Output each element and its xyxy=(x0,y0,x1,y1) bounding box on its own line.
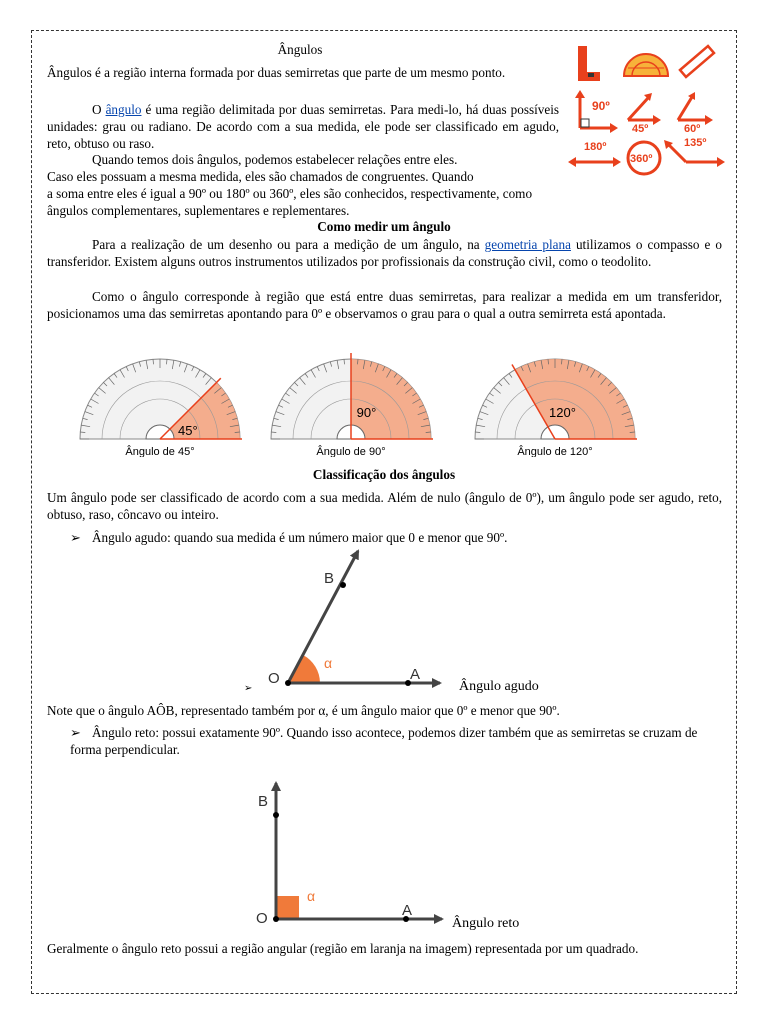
right-bullet xyxy=(70,724,722,758)
angle-360-label: 360º xyxy=(630,153,653,165)
ruler-icon xyxy=(680,46,714,77)
protractor-90 xyxy=(266,352,446,457)
angle-link[interactable]: ângulo xyxy=(105,102,142,117)
relations-line-4: ângulos complementares, suplementares e replementares. xyxy=(47,203,350,218)
right-angle-square xyxy=(276,896,299,919)
intro-paragraph: Ângulos é a região interna formada por duas semirretas que parte de um mesmo ponto. xyxy=(47,65,506,80)
angle-icons-illustration xyxy=(568,40,728,180)
label-o: O xyxy=(268,670,280,687)
angle-45-icon xyxy=(628,93,661,135)
acute-caption: Ângulo agudo xyxy=(459,679,539,694)
protractor-tick xyxy=(167,359,168,364)
angle-paragraph-text: O xyxy=(92,102,106,117)
measure-text-rest: utilizamos o compasso e o transferidor. Existem alguns outros instrumentos utilizados por profissionais da construção civil, como o teodolito. xyxy=(47,237,722,269)
angle-180-icon xyxy=(568,141,621,167)
bullet-arrow-icon: ➢ xyxy=(70,725,82,740)
relations-line-3: a soma entre eles é igual a 90º ou 180º ou 360º, eles são conhecidos, respectivamente, como xyxy=(47,186,533,201)
right-bullet-text: Ângulo reto: possui exatamente 90º. Quando isso acontece, podemos dizer também que as semirretas se cruzam de forma perpendicular. xyxy=(70,725,698,757)
page-title: Ângulos xyxy=(277,42,323,57)
angle-180-label: 180º xyxy=(584,141,607,153)
protractor-tick xyxy=(548,359,549,364)
ray-ob xyxy=(288,551,358,683)
point-b-right xyxy=(273,812,279,818)
measure-text: Para a realização de um desenho ou para a medição de um ângulo, na xyxy=(92,237,485,252)
acute-note: Note que o ângulo AÔB, representado também por α, é um ângulo maior que 0º e menor que 90º. xyxy=(47,703,560,718)
point-b xyxy=(340,582,346,588)
measure-heading: Como medir um ângulo xyxy=(317,219,451,234)
right-caption: Ângulo reto xyxy=(452,916,520,931)
right-angle-figure xyxy=(250,775,550,935)
angle-90-label: 90º xyxy=(592,99,610,113)
bullet-arrow-icon: ➢ xyxy=(70,530,82,545)
angle-135-label: 135º xyxy=(684,137,707,149)
protractor-tick xyxy=(344,359,345,364)
point-o xyxy=(285,680,291,686)
label-a-right: A xyxy=(402,902,413,919)
protractor-sector xyxy=(351,359,431,439)
label-b-right: B xyxy=(258,793,269,810)
measure-paragraph-1 xyxy=(47,236,722,270)
angle-135-icon xyxy=(664,137,725,167)
angle-90-icon xyxy=(575,90,618,133)
relations-text-a: Quando temos dois ângulos, podemos estabelecer relações entre eles. xyxy=(92,152,458,167)
acute-bullet-text: Ângulo agudo: quando sua medida é um número maior que 0 e menor que 90º. xyxy=(92,530,508,545)
protractor-tick xyxy=(630,432,635,433)
square-ruler-icon xyxy=(578,46,600,81)
protractor-45 xyxy=(75,352,255,457)
measure-text-2: Como o ângulo corresponde à região que está entre duas semirretas, para realizar a medida em um transferidor, posicionamos uma das semirretas apontando para 0º e observamos o grau para o qual a outra semirreta está apontada. xyxy=(47,289,722,321)
protractor-tick xyxy=(235,432,240,433)
protractor-tick xyxy=(271,432,276,433)
label-o-right: O xyxy=(256,910,268,927)
angle-45-label: 45º xyxy=(632,123,649,135)
label-a: A xyxy=(410,666,421,683)
measure-paragraph-2 xyxy=(47,288,722,322)
label-alpha: α xyxy=(324,655,333,671)
protractor-value-label: 45° xyxy=(178,423,198,438)
classification-intro: Um ângulo pode ser classificado de acordo com a sua medida. Além de nulo (ângulo de 0º), um ângulo pode ser agudo, reto, obtuso, raso, côncavo ou inteiro. xyxy=(47,490,722,522)
angle-60-label: 60º xyxy=(684,123,701,135)
protractor-caption: Ângulo de 45° xyxy=(125,446,195,457)
angle-360-icon xyxy=(628,142,660,174)
label-b: B xyxy=(324,570,335,587)
protractor-120 xyxy=(470,352,650,457)
label-alpha-right: α xyxy=(307,888,316,904)
right-note: Geralmente o ângulo reto possui a região angular (região em laranja na imagem) representada por um quadrado. xyxy=(47,941,639,956)
protractor-icon xyxy=(624,54,668,76)
protractor-tick xyxy=(153,359,154,364)
acute-bullet xyxy=(70,529,720,546)
protractor-caption: Ângulo de 90° xyxy=(316,446,386,457)
bullet-arrow-icon: ➢ xyxy=(244,683,253,694)
protractor-tick xyxy=(475,432,480,433)
relations-line-2: Caso eles possuam a mesma medida, eles são chamados de congruentes. Quando xyxy=(47,169,474,184)
protractor-tick xyxy=(80,432,85,433)
protractor-value-label: 90° xyxy=(356,405,377,420)
protractor-tick xyxy=(358,359,359,364)
relations-line-1 xyxy=(47,151,567,168)
angle-paragraph xyxy=(47,101,559,152)
angle-paragraph-rest: é uma região delimitada por duas semirretas. Para medi-lo, há duas possíveis unidades: grau ou radiano. De acordo com a sua medida, ele pode ser classificado em agudo, reto, obtuso ou raso. xyxy=(47,102,559,151)
geometria-plana-link[interactable]: geometria plana xyxy=(484,237,571,252)
protractor-tick xyxy=(426,432,431,433)
protractor-caption: Ângulo de 120° xyxy=(517,446,593,457)
acute-angle-figure xyxy=(240,545,560,695)
protractor-tick xyxy=(562,359,563,364)
acute-angle-region xyxy=(288,655,320,683)
classification-heading: Classificação dos ângulos xyxy=(312,467,456,482)
protractor-value-label: 120° xyxy=(549,405,576,420)
angle-60-icon xyxy=(678,92,713,135)
point-o-right xyxy=(273,916,279,922)
